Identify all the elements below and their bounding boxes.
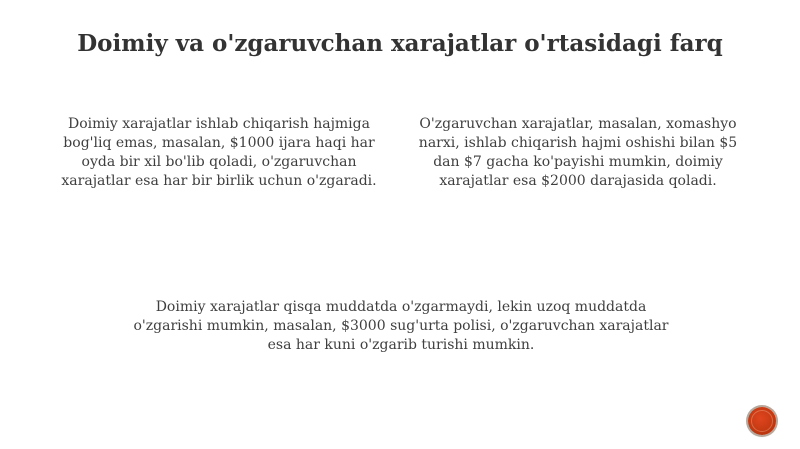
- next-slide-button[interactable]: [748, 407, 776, 435]
- paragraph-variable-costs: O'zgaruvchan xarajatlar, masalan, xomashyo narxi, ishlab chiqarish hajmi oshishi bilan $5 dan $7 gacha ko'payishi mumkin, doimiy xarajatlar esa $2000 darajasida qoladi.: [418, 116, 738, 189]
- paragraph-time-comparison: Doimiy xarajatlar qisqa muddatda o'zgarmaydi, lekin uzoq muddatda o'zgarishi mumkin, masalan, $3000 sug'urta polisi, o'zgaruvchan xarajatlar esa har kuni o'zgarib turishi mumkin.: [133, 299, 669, 353]
- slide-title: Doimiy va o'zgaruvchan xarajatlar o'rtasidagi farq: [77, 30, 723, 57]
- circle-button-icon: [751, 410, 773, 432]
- paragraph-fixed-costs: Doimiy xarajatlar ishlab chiqarish hajmiga bog'liq emas, masalan, $1000 ijara haqi har oyda bir xil bo'lib qoladi, o'zgaruvchan xarajatlar esa har bir birlik uchun o'zgaradi.: [61, 116, 377, 189]
